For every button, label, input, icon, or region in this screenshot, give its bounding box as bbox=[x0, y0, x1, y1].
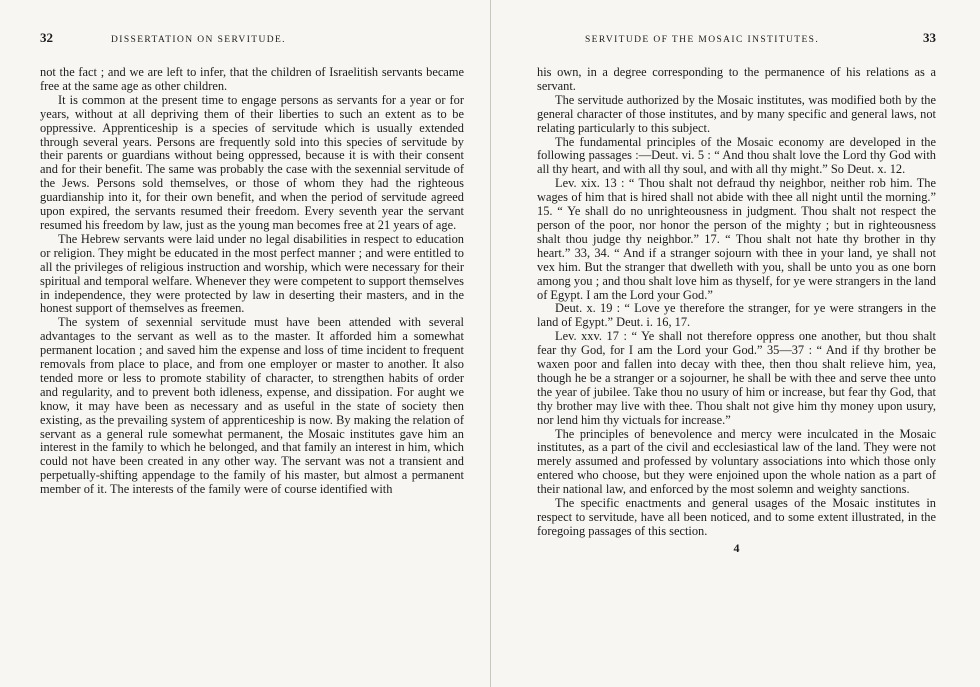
paragraph: The principles of benevolence and mercy were inculcated in the Mosaic institutes, as a part of the civil and ecclesiastical law of the land. They were not merely assumed and professed by voluntary associations into which those only entered who choose, but they were enjoined upon the whole nation as a part of their national law, and enforced by the most solemn and weighty sanctions. bbox=[537, 426, 936, 497]
paragraph: not the fact ; and we are left to infer, that the children of Israelitish servants became free at the same age as other children. bbox=[40, 65, 464, 93]
running-head: DISSERTATION ON SERVITUDE. bbox=[111, 35, 286, 45]
paragraph: It is common at the present time to engage persons as servants for a year or for years, without at all depriving them of their liberties to such an extent as to be oppressive. Apprenticeship is a species of servitude which is usually extended through several years. Persons are frequently sold into this species of servitude by their parents or guardians without being oppressed, because it is with their consent and for their benefit. The same was probably the case with the sexennial servitude of the Jews. Persons sold themselves, or those of whom they had the righteous guardianship into it, for their own benefit, and when the period of servitude agreed upon expired, the servants resumed their freedom. Every seventh year the servant resumed his freedom by law, just as the young man becomes free at 21 years of age. bbox=[40, 92, 464, 232]
right-page bbox=[490, 0, 980, 687]
left-page-header bbox=[40, 30, 464, 52]
paragraph: his own, in a degree corresponding to the permanence of his relations as a servant. bbox=[537, 65, 936, 93]
right-page-header bbox=[537, 30, 936, 52]
paragraph: Lev. xix. 13 : “ Thou shalt not defraud thy neighbor, neither rob him. The wages of him that is hired shall not abide with thee all night until the morning.” 15. “ Ye shall do no unrighteousness in judgment. Thou shalt not respect the person of the poor, nor honor the person of the mighty ; but in righteousness shalt thou judge thy neighbor.” 17. “ Thou shalt not hate thy brother in thy heart.” 33, 34. “ And if a stranger sojourn with thee in your land, ye shall not vex him. But the stranger that dwelleth with you, shall be unto you as one born among you ; and thou shalt love him as thyself, for ye were strangers in the land of Egypt. I am the Lord your God.” bbox=[537, 176, 936, 302]
paragraph: The Hebrew servants were laid under no legal disabilities in respect to education or religion. They might be educated in the most perfect manner ; and were entitled to all the privileges of religious instruction and worship, which were necessary for their spiritual and temporal welfare. Whenever they were competent to support themselves in independence, they were protected by law in deserting their masters, and in the honest support of themselves as freemen. bbox=[40, 231, 464, 316]
running-head: SERVITUDE OF THE MOSAIC INSTITUTES. bbox=[585, 35, 820, 45]
paragraph: The system of sexennial servitude must have been attended with several advantages to the servant as well as to the master. It afforded him a somewhat permanent location ; and saved him the expense and loss of time incident to frequent removals from place to place, and from one employer or master to another. It also tended more or less to promote stability of character, to strengthen habits of order and regularity, and to prevent both idleness, expense, and dissipation. For aught we know, it may have been as necessary and as useful in the state of society then existing, as the prevailing system of apprenticeship is now. By making the relation of servant as a general rule somewhat permanent, the Mosaic institutes gave him an interest in the family to which he belonged, and that family an interest in him, which could not have been created in any other way. The servant was not a transient and perpetually-shifting appendage to the family of his master, but almost a permanent member of it. The interests of the family were of course identified with bbox=[40, 315, 464, 497]
paragraph: The specific enactments and general usages of the Mosaic institutes in respect to servitude, have all been noticed, and to some extent illustrated, in the foregoing passages of this section. bbox=[537, 496, 936, 538]
page-number: 32 bbox=[40, 30, 53, 45]
paragraph: The servitude authorized by the Mosaic institutes, was modified both by the general character of those institutes, and by many specific and general laws, not relating particularly to this subject. bbox=[537, 92, 936, 135]
signature-mark: 4 bbox=[733, 540, 740, 555]
paragraph: Lev. xxv. 17 : “ Ye shall not therefore oppress one another, but thou shalt fear thy God, for I am the Lord your God.” 35—37 : “ And if thy brother be waxen poor and fallen into decay with thee, then thou shalt relieve him, yea, though he be a stranger or a sojourner, he shall be with thee and serve thee unto the year of jubilee. Take thou no usury of him or increase, but fear thy God, that thy brother may live with thee. Thou shalt not give him thy money upon usury, nor lend him thy victuals for increase.” bbox=[537, 329, 936, 427]
paragraph: Deut. x. 19 : “ Love ye therefore the stranger, for ye were strangers in the land of Egypt.” Deut. i. 16, 17. bbox=[537, 301, 936, 330]
paragraph: The fundamental principles of the Mosaic economy are developed in the following passages :—Deut. vi. 5 : “ And thou shalt love the Lord thy God with all thy heart, and with all thy soul, and with all thy might.” So Deut. x. 12. bbox=[537, 134, 936, 177]
page-number: 33 bbox=[923, 30, 936, 45]
